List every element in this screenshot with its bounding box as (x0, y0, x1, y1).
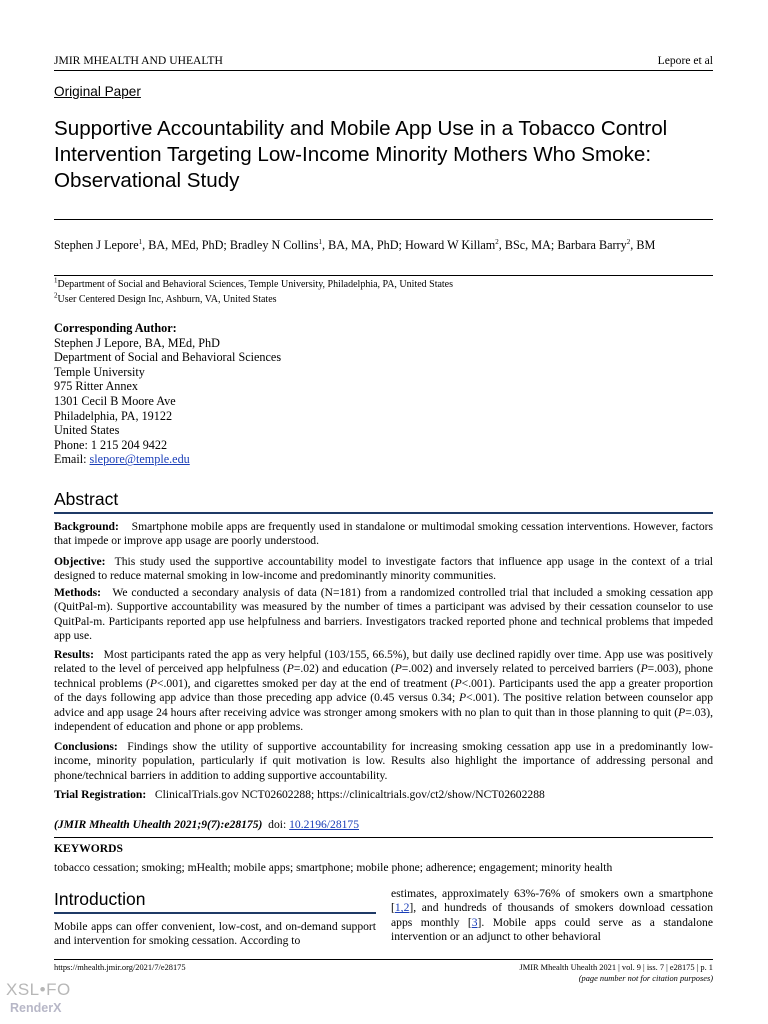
affiliation-marker: 2 (626, 237, 631, 246)
doi-label: doi: (268, 818, 287, 831)
section-label: Objective: (54, 555, 106, 568)
affiliation-marker: 2 (495, 237, 499, 246)
footer-rule (54, 959, 713, 960)
section-text: =.02) and education ( (293, 662, 395, 676)
corresponding-line: 975 Ritter Annex (54, 379, 138, 394)
introduction-rule (54, 912, 376, 914)
footer-url: https://mhealth.jmir.org/2021/7/e28175 (54, 963, 186, 972)
intro-text: ]. Mobile apps could serve as a standalone intervention or an adjunct to other behavioral (391, 915, 713, 944)
header-rule (54, 70, 713, 71)
author-degrees: , BA, MEd, PhD; (142, 238, 230, 252)
affiliation-text: User Centered Design Inc, Ashburn, VA, United States (57, 294, 277, 305)
p-symbol: P (459, 691, 467, 705)
affiliation-text: Department of Social and Behavioral Sciences, Temple University, Philadelphia, PA, United States (57, 279, 454, 290)
abstract-conclusions (54, 740, 713, 783)
abstract-results (54, 648, 713, 734)
introduction-right-column (391, 887, 713, 945)
corresponding-line: United States (54, 423, 120, 438)
section-text: <.001). Participants used the app a greater proportion of the days following app advice than those preceding app advice (0.45 versus 0.34; (54, 676, 713, 705)
abstract-objective (54, 555, 713, 584)
p-symbol: P (149, 676, 157, 690)
author-name: Bradley N Collins (229, 238, 319, 252)
section-text: Findings show the utility of supportive accountability for increasing smoking cessation app use in a predominantly low-income, minority population, particularly if quit motivation is low. Results also highlight the importance of addressing personal and phone/technical barriers in addition to adding supportive accountability. (54, 740, 714, 782)
email-link[interactable]: slepore@temple.edu (89, 452, 190, 467)
email-line (54, 452, 281, 467)
section-label: Conclusions: (54, 740, 118, 753)
author-degrees: , BSc, MA; (498, 238, 558, 252)
corresponding-line: Philadelphia, PA, 19122 (54, 408, 173, 423)
section-label: Results: (54, 648, 94, 661)
affiliation-2 (54, 291, 277, 306)
introduction-heading: Introduction (54, 889, 146, 909)
running-header-journal: JMIR MHEALTH AND UHEALTH (54, 54, 223, 67)
reference-link[interactable]: 1,2 (394, 901, 410, 915)
footer-page-info: JMIR Mhealth Uhealth 2021 | vol. 9 | iss. 7 | e28175 | p. 1 (519, 963, 713, 972)
keywords-rule (54, 837, 713, 838)
corresponding-line: Stephen J Lepore, BA, MEd, PhD (54, 335, 220, 350)
affiliation-1 (54, 276, 454, 291)
section-label: Trial Registration: (54, 788, 147, 801)
section-text: This study used the supportive accountability model to investigate factors that influence app usage in the context of a trial designed to reduce maternal smoking in low-income and predominantly minority communities. (54, 555, 713, 583)
affiliation-marker: 1 (54, 276, 58, 285)
affiliation-marker: 2 (54, 291, 58, 300)
section-text: Most participants rated the app as very helpful (103/155, 66.5%), but daily use declined rapidly over time. App use was positively related to the level of perceived app helpfulness ( (54, 648, 713, 676)
article-title: Supportive Accountability and Mobile App Use in a Tobacco Control Intervention Targeting Low-Income Minority Mothers Who Smoke: Observational Study (54, 117, 668, 192)
running-header-author: Lepore et al (657, 54, 713, 67)
abstract-background (54, 520, 713, 549)
reference-link[interactable]: 3 (471, 915, 478, 929)
p-symbol: P (286, 662, 294, 676)
section-text: Smartphone mobile apps are frequently used in standalone or multimodal smoking cessation interventions. However, factors that impede or improve app usage are poorly understood. (54, 520, 714, 548)
section-text: ClinicalTrials.gov NCT02602288; https://clinicaltrials.gov/ct2/show/NCT02602288 (154, 788, 545, 801)
title-rule (54, 219, 713, 220)
citation-line (54, 818, 713, 832)
section-label: Methods: (54, 586, 102, 599)
author-name: Stephen J Lepore (54, 238, 139, 252)
affiliation-marker: 1 (138, 237, 143, 246)
corresponding-author (54, 321, 281, 467)
keywords-heading: KEYWORDS (54, 842, 123, 855)
doi-link[interactable]: 10.2196/28175 (289, 818, 360, 831)
abstract-trial-registration (54, 788, 713, 802)
corresponding-line: Temple University (54, 364, 145, 379)
p-symbol: P (678, 705, 686, 719)
author-name: Howard W Killam (405, 238, 496, 252)
author-name: Barbara Barry (557, 238, 627, 252)
section-text: <.001). The positive relation between counselor app advice and app usage 24 hours after receiving advice was stronger among smokers with no plan to quit than in those planning to quit ( (54, 691, 713, 719)
section-label: Background: (54, 520, 119, 533)
author-list (54, 238, 716, 253)
introduction-left-column: Mobile apps can offer convenient, low-cost, and on-demand support and intervention for smoking cessation. According to (54, 920, 376, 948)
p-symbol: P (394, 662, 402, 676)
section-text: We conducted a secondary analysis of data (N=181) from a randomized controlled trial that included a smoking cessation app (QuitPal-m). Supportive accountability was measured by the number of times a participant was advised by their cessation counselor to use QuitPal-m. Participants reported app use helpfulness and barriers. Investigators tracked reported phone and technical problems that impeded app use. (54, 586, 713, 643)
section-text: <.001), and cigarettes smoked per day at the end of treatment ( (156, 676, 455, 690)
corresponding-line: Phone: 1 215 204 9422 (54, 437, 168, 452)
abstract-heading: Abstract (54, 489, 119, 509)
affiliation-marker: 1 (318, 237, 323, 246)
keywords-text: tobacco cessation; smoking; mHealth; mobile apps; smartphone; mobile phone; adherence; engagement; minority health (54, 861, 613, 874)
corresponding-line: 1301 Cecil B Moore Ave (54, 393, 176, 408)
p-symbol: P (454, 676, 462, 690)
article-type: Original Paper (54, 84, 141, 99)
corresponding-line: Department of Social and Behavioral Sciences (54, 350, 282, 365)
author-degrees: , BA, MA, PhD; (322, 238, 405, 252)
citation-text: (JMIR Mhealth Uhealth 2021;9(7):e28175) (54, 818, 263, 831)
renderx-watermark: RenderX (10, 1001, 62, 1015)
intro-text: ], and hundreds of thousands of smokers download cessation apps monthly [ (391, 901, 713, 929)
authors-rule (54, 275, 713, 276)
intro-text: estimates, approximately 63%-76% of smokers own a smartphone [ (391, 887, 713, 915)
author-degrees: , BM (630, 238, 656, 252)
section-text: =.003), phone technical problems ( (54, 662, 713, 690)
p-symbol: P (640, 662, 648, 676)
email-label: Email: (54, 452, 90, 467)
section-text: =.03), independent of education and phone or app problems. (54, 705, 713, 734)
footer-note: (page number not for citation purposes) (578, 974, 713, 983)
corresponding-label: Corresponding Author: (54, 321, 177, 335)
abstract-methods (54, 586, 713, 644)
section-text: =.002) and inversely related to perceived barriers ( (401, 662, 641, 676)
abstract-rule (54, 512, 713, 514)
xslfo-watermark: XSL•FO (6, 980, 71, 999)
